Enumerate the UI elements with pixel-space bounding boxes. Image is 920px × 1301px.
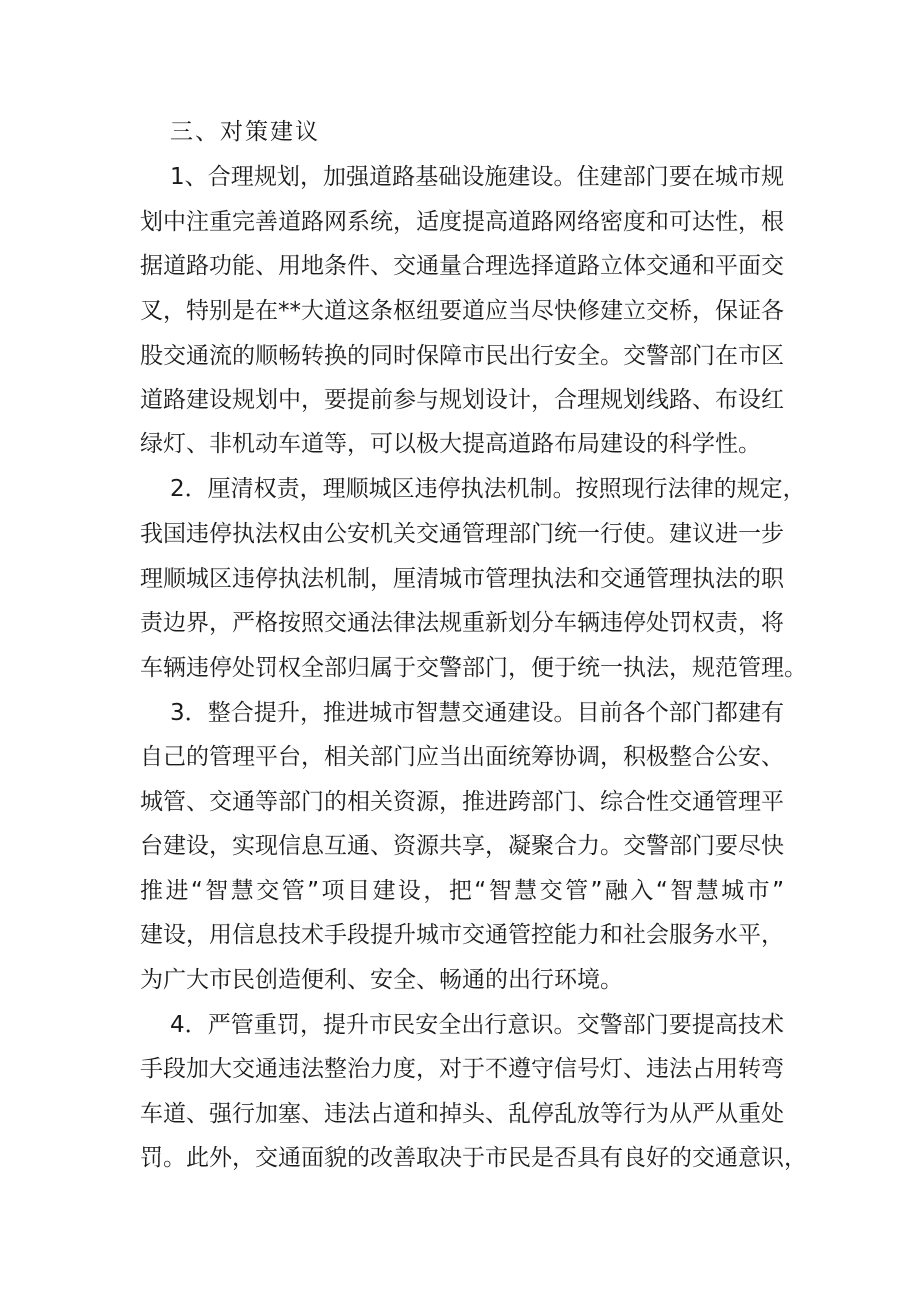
paragraph-1-line-5: 股交通流的顺畅转换的同时保障市民出行安全。交警部门在市区: [140, 343, 784, 369]
paragraph-1-line-6: 道路建设规划中，要提前参与规划设计，合理规划线路、布设红: [140, 387, 784, 413]
paragraph-1-line-4: 叉，特别是在**大道这条枢纽要道应当尽快修建立交桥，保证各: [140, 298, 784, 324]
paragraph-2-line-2: 我国违停执法权由公安机关交通管理部门统一行使。建议进一步: [140, 521, 784, 547]
paragraph-3-line-5: 推进“智慧交管”项目建设，把“智慧交管”融入“智慧城市”: [140, 878, 784, 904]
paragraph-3-line-7: 为广大市民创造便利、安全、畅通的出行环境。: [140, 967, 623, 993]
paragraph-3-line-4: 台建设，实现信息互通、资源共享，凝聚合力。交警部门要尽快: [140, 833, 784, 859]
paragraph-3-line-6: 建设，用信息技术手段提升城市交通管控能力和社会服务水平，: [140, 922, 784, 948]
paragraph-4-line-3: 车道、强行加塞、违法占道和掉头、乱停乱放等行为从严从重处: [140, 1101, 784, 1127]
paragraph-4-line-2: 手段加大交通违法整治力度，对于不遵守信号灯、违法占用转弯: [140, 1056, 784, 1082]
paragraph-1-line-1: 1、合理规划，加强道路基础设施建设。住建部门要在城市规: [170, 164, 784, 190]
paragraph-4-line-1: 4．严管重罚，提升市民安全出行意识。交警部门要提高技术: [170, 1012, 784, 1038]
paragraph-3-line-3: 城管、交通等部门的相关资源，推进跨部门、综合性交通管理平: [140, 789, 784, 815]
paragraph-3-line-1: 3．整合提升，推进城市智慧交通建设。目前各个部门都建有: [170, 700, 784, 726]
section-heading: 三、对策建议: [170, 119, 320, 145]
paragraph-3-line-2: 自己的管理平台，相关部门应当出面统筹协调，积极整合公安、: [140, 744, 784, 770]
paragraph-2-line-5: 车辆违停处罚权全部归属于交警部门，便于统一执法，规范管理。: [140, 655, 807, 681]
paragraph-1-line-3: 据道路功能、用地条件、交通量合理选择道路立体交通和平面交: [140, 253, 784, 279]
paragraph-1-line-2: 划中注重完善道路网系统，适度提高道路网络密度和可达性，根: [140, 209, 784, 235]
paragraph-2-line-4: 责边界，严格按照交通法律法规重新划分车辆违停处罚权责，将: [140, 610, 784, 636]
paragraph-4-line-4: 罚。此外，交通面貌的改善取决于市民是否具有良好的交通意识，: [140, 1145, 807, 1171]
paragraph-2-line-1: 2．厘清权责，理顺城区违停执法机制。按照现行法律的规定，: [170, 476, 806, 502]
paragraph-1-line-7: 绿灯、非机动车道等，可以极大提高道路布局建设的科学性。: [140, 431, 761, 457]
paragraph-2-line-3: 理顺城区违停执法机制，厘清城市管理执法和交通管理执法的职: [140, 566, 784, 592]
